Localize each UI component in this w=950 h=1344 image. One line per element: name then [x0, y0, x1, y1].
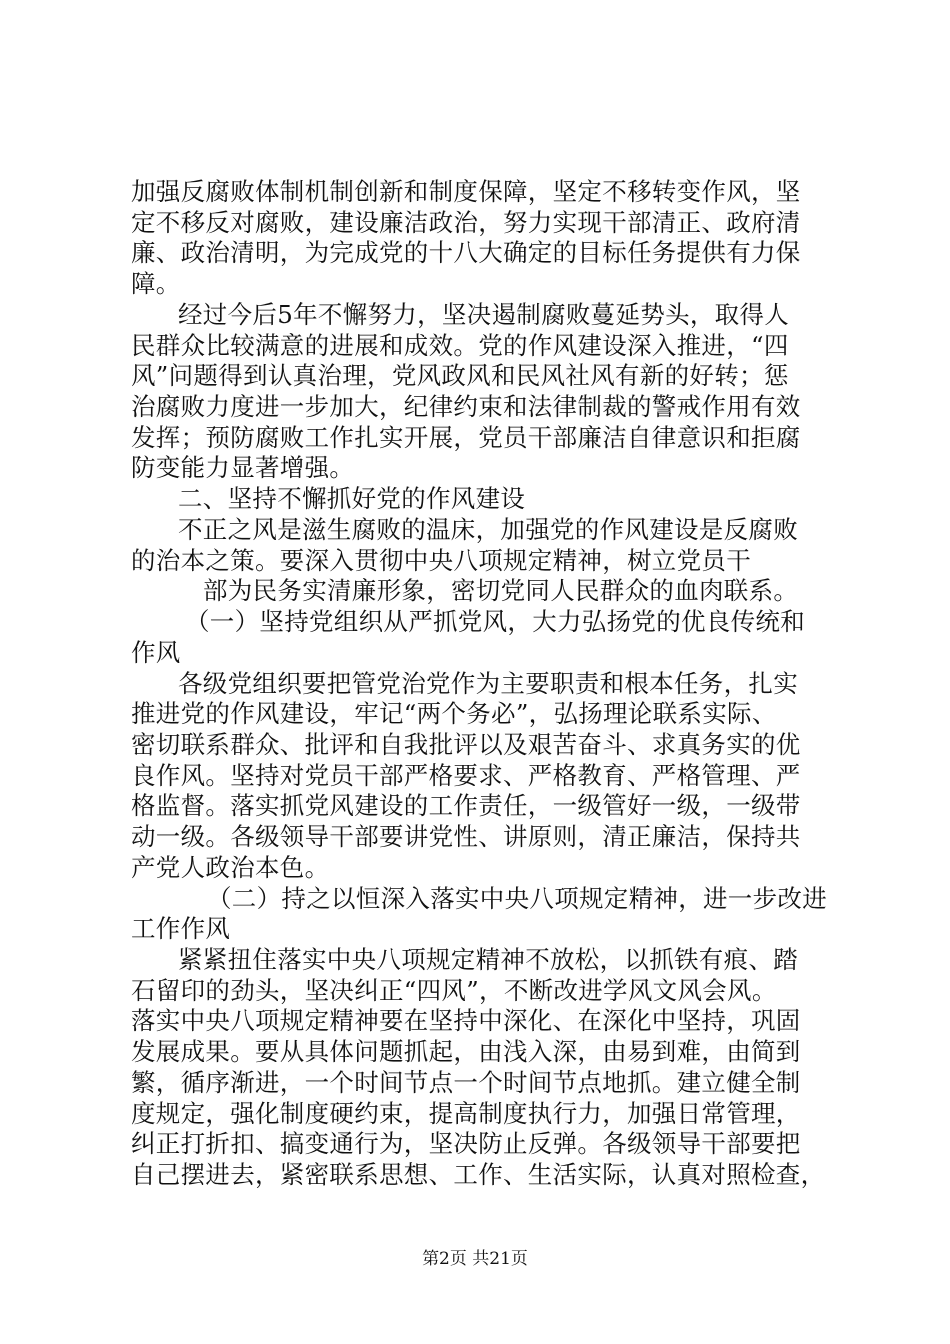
text-line: 作风 [131, 638, 181, 667]
text-line: 石留印的劲头，坚决纠正“四风”，不断改进学风文风会风。 [131, 976, 777, 1005]
text-line: 推进党的作风建设，牢记“两个务必”，弘扬理论联系实际、 [131, 699, 777, 728]
text-line: 定不移反对腐败，建设廉洁政治，努力实现干部清正、政府清 [131, 208, 801, 237]
paragraph-start: 经过今后5年不懈努力，坚决遏制腐败蔓延势头，取得人 [178, 300, 790, 329]
paragraph-start: 不正之风是滋生腐败的温床，加强党的作风建设是反腐败 [178, 515, 798, 544]
text-line: 纠正打折扣、搞变通行为，坚决防止反弹。各级领导干部要把 [131, 1129, 801, 1158]
text-line: 加强反腐败体制机制创新和制度保障，坚定不移转变作风，坚 [131, 177, 801, 206]
text-line: 廉、政治清明，为完成党的十八大确定的目标任务提供有力保 [131, 238, 801, 267]
section-heading: 二、坚持不懈抓好党的作风建设 [178, 484, 526, 513]
text-line: 度规定，强化制度硬约束，提高制度执行力，加强日常管理， [131, 1099, 801, 1128]
text-line: 动一级。各级领导干部要讲党性、讲原则，清正廉洁，保持共 [131, 822, 801, 851]
text-line: 密切联系群众、批评和自我批评以及艰苦奋斗、求真务实的优 [131, 730, 801, 759]
text-line: 产党人政治本色。 [131, 853, 330, 882]
text-line: 障。 [131, 269, 181, 298]
text-line: 工作作风 [131, 914, 231, 943]
text-line: 部为民务实清廉形象，密切党同人民群众的血肉联系。 [203, 576, 799, 605]
text-line: 治腐败力度进一步加大，纪律约束和法律制裁的警戒作用有效 [131, 392, 801, 421]
paragraph-start: 各级党组织要把管党治党作为主要职责和根本任务，扎实 [178, 669, 798, 698]
text-line: 落实中央八项规定精神要在坚持中深化、在深化中坚持，巩固 [131, 1006, 801, 1035]
subsection-heading: （一）坚持党组织从严抓党风，大力弘扬党的优良传统和 [185, 607, 805, 636]
text-line: 发展成果。要从具体问题抓起，由浅入深，由易到难，由简到 [131, 1037, 801, 1066]
subsection-heading: （二）持之以恒深入落实中央八项规定精神，进一步改进 [207, 884, 827, 913]
text-line: 防变能力显著增强。 [131, 453, 355, 482]
text-line: 风”问题得到认真治理，党风政风和民风社风有新的好转；惩 [131, 361, 789, 390]
page-footer: 第2页 共21页 [422, 1249, 528, 1269]
text-line: 发挥；预防腐败工作扎实开展，党员干部廉洁自律意识和拒腐 [131, 423, 801, 452]
text-line: 繁，循序渐进，一个时间节点一个时间节点地抓。建立健全制 [131, 1068, 801, 1097]
paragraph-start: 紧紧扭住落实中央八项规定精神不放松，以抓铁有痕、踏 [178, 945, 798, 974]
text-line: 自己摆进去，紧密联系思想、工作、生活实际，认真对照检查， [131, 1160, 826, 1189]
text-line: 民群众比较满意的进展和成效。党的作风建设深入推进，“四 [131, 331, 789, 360]
text-line: 格监督。落实抓党风建设的工作责任，一级管好一级，一级带 [131, 791, 801, 820]
text-line: 良作风。坚持对党员干部严格要求、严格教育、严格管理、严 [131, 761, 801, 790]
text-line: 的治本之策。要深入贯彻中央八项规定精神，树立党员干 [131, 546, 751, 575]
